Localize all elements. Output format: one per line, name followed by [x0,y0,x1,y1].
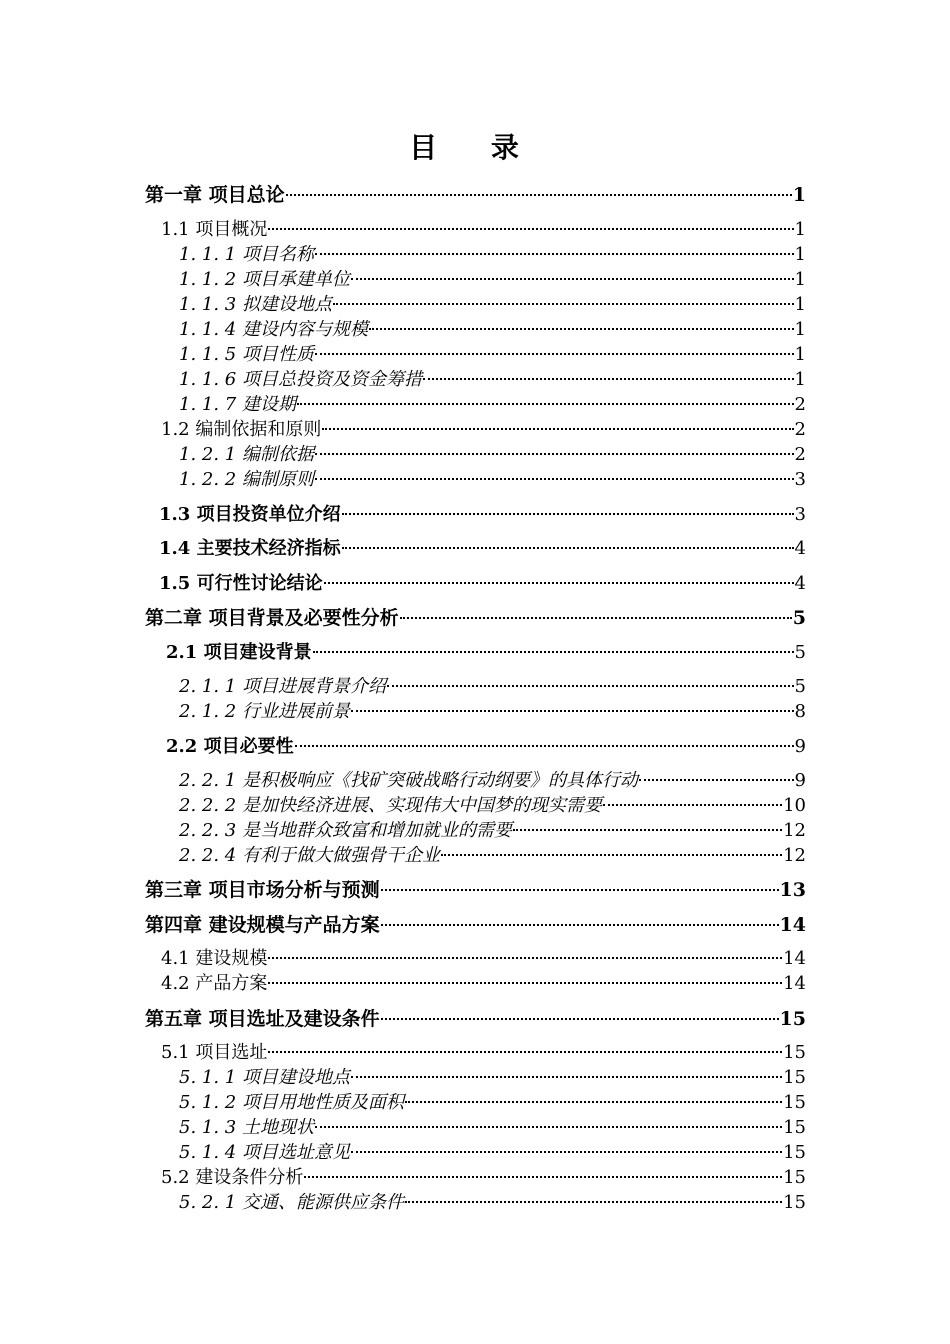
toc-leader-dots [268,228,793,230]
toc-entry[interactable] [179,318,806,342]
toc-entry-title: 4.1 建设规模 [161,948,268,969]
toc-entry[interactable] [145,183,806,207]
toc-entry-page: 14 [779,914,806,936]
toc-entry-title: 2. 2. 2 是加快经济进展、实现伟大中国梦的现实需要 [179,795,602,816]
toc-leader-dots [441,854,782,856]
toc-entry[interactable] [145,878,806,902]
toc-entry-page: 1 [794,244,806,265]
toc-entry-title: 2. 2. 4 有利于做大做强骨干企业 [179,845,440,866]
toc-entry[interactable] [179,1141,806,1165]
toc-entry-page: 15 [783,1142,806,1163]
toc-entry[interactable] [145,606,806,630]
toc-leader-dots [315,1126,782,1128]
toc-entry[interactable] [161,418,806,442]
toc-entry[interactable] [159,572,806,596]
toc-entry-title: 5. 1. 1 项目建设地点 [179,1067,350,1088]
toc-entry-title: 2. 1. 2 行业进展前景 [179,701,350,722]
toc-entry-page: 15 [779,1008,806,1030]
toc-entry-page: 15 [783,1067,806,1088]
toc-entry[interactable] [179,443,806,467]
toc-leader-dots [268,957,782,959]
toc-leader-dots [405,1101,782,1103]
toc-entry[interactable] [161,1166,806,1190]
toc-leader-dots [315,253,794,255]
toc-leader-dots [333,303,794,305]
toc-entry-title: 2. 2. 1 是积极响应《找矿突破战略行动纲要》的具体行动 [179,770,638,791]
toc-entry[interactable] [166,641,806,665]
toc-entry-title: 5. 1. 2 项目用地性质及面积 [179,1092,404,1113]
toc-entry-page: 2 [794,419,806,440]
toc-entry-page: 1 [792,184,806,206]
toc-entry-page: 1 [794,294,806,315]
toc-entry-title: 5. 2. 1 交通、能源供应条件 [179,1192,404,1213]
toc-leader-dots [295,745,794,747]
toc-entry-page: 9 [794,770,806,791]
toc-entry-page: 14 [783,973,806,994]
toc-entry-title: 第一章 项目总论 [145,184,285,206]
toc-leader-dots [400,617,792,619]
toc-entry-title: 2.2 项目必要性 [166,736,294,757]
toc-leader-dots [342,547,794,549]
toc-leader-dots [268,1051,782,1053]
toc-entry[interactable] [145,913,806,937]
toc-entry-title: 5.1 项目选址 [161,1042,268,1063]
toc-entry-page: 1 [794,344,806,365]
toc-entry[interactable] [179,819,806,843]
toc-entry[interactable] [179,1091,806,1115]
toc-entry[interactable] [161,218,806,242]
toc-leader-dots [639,779,794,781]
toc-entry[interactable] [161,972,806,996]
toc-entry[interactable] [161,1041,806,1065]
toc-leader-dots [268,982,782,984]
toc-entry-title: 5. 1. 3 土地现状 [179,1117,314,1138]
toc-entry-page: 8 [794,701,806,722]
toc-entry[interactable] [179,268,806,292]
toc-entry-page: 15 [783,1092,806,1113]
toc-entry-title: 1. 1. 7 建设期 [179,394,296,415]
toc-entry[interactable] [179,794,806,818]
toc-leader-dots [315,453,794,455]
toc-entry-page: 5 [794,676,806,697]
toc-entry-title: 1. 1. 5 项目性质 [179,344,314,365]
toc-leader-dots [369,328,794,330]
toc-entry[interactable] [161,947,806,971]
toc-entry[interactable] [179,1191,806,1215]
toc-entry[interactable] [179,343,806,367]
toc-leader-dots [351,1076,782,1078]
toc-entry-title: 5.2 建设条件分析 [161,1167,304,1188]
toc-entry[interactable] [159,503,806,527]
toc-entry-title: 2.1 项目建设背景 [166,642,312,663]
toc-entry-title: 1. 1. 1 项目名称 [179,244,314,265]
toc-entry-title: 1. 1. 4 建设内容与规模 [179,319,368,340]
toc-entry-page: 3 [794,504,806,525]
toc-entry[interactable] [179,468,806,492]
toc-entry[interactable] [179,368,806,392]
toc-entry-title: 第三章 项目市场分析与预测 [145,879,380,901]
toc-entry-title: 1. 1. 3 拟建设地点 [179,294,332,315]
toc-entry-title: 1. 1. 2 项目承建单位 [179,269,350,290]
toc-entry-page: 15 [783,1117,806,1138]
toc-leader-dots [322,428,793,430]
toc-entry[interactable] [179,1066,806,1090]
toc-entry-page: 1 [794,369,806,390]
toc-leader-dots [286,194,792,196]
toc-entry-page: 14 [783,948,806,969]
toc-leader-dots [297,403,794,405]
toc-entry-page: 4 [794,538,806,559]
toc-leader-dots [405,1201,782,1203]
toc-leader-dots [342,513,794,515]
toc-entry-page: 1 [794,269,806,290]
toc-leader-dots [351,278,794,280]
toc-entry[interactable] [179,769,806,793]
toc-leader-dots [351,710,794,712]
toc-entry-title: 1.4 主要技术经济指标 [159,538,341,559]
toc-entry[interactable] [179,675,806,699]
toc-entry[interactable] [179,293,806,317]
toc-entry-title: 1. 1. 6 项目总投资及资金筹措 [179,369,422,390]
toc-entry-page: 15 [783,1192,806,1213]
toc-entry-title: 第四章 建设规模与产品方案 [145,914,380,936]
toc-entry[interactable] [166,735,806,759]
toc-entry[interactable] [179,243,806,267]
toc-entry-page: 2 [794,394,806,415]
toc-leader-dots [513,829,782,831]
toc-entry-page: 15 [783,1167,806,1188]
toc-entry-page: 2 [794,444,806,465]
toc-entry-page: 5 [792,607,806,629]
toc-entry-page: 3 [794,469,806,490]
toc-entry-page: 15 [783,1042,806,1063]
toc-entry-title: 1.5 可行性讨论结论 [159,573,323,594]
toc-entry-page: 1 [794,219,806,240]
toc-entry-title: 1.1 项目概况 [161,219,268,240]
toc-entry[interactable] [179,700,806,724]
toc-entry[interactable] [179,1116,806,1140]
toc-entry[interactable] [179,393,806,417]
toc-leader-dots [423,378,794,380]
toc-leader-dots [387,685,794,687]
toc-entry-title: 2. 1. 1 项目进展背景介绍 [179,676,386,697]
toc-entry-page: 13 [779,879,806,901]
toc-entry[interactable] [159,537,806,561]
toc-entry[interactable] [145,1007,806,1031]
toc-entry-title: 1. 2. 2 编制原则 [179,469,314,490]
toc-entry-page: 4 [794,573,806,594]
toc-entry-page: 10 [783,795,806,816]
page-title: 目 录 [409,131,541,164]
toc-entry-title: 1.3 项目投资单位介绍 [159,504,341,525]
toc-leader-dots [313,651,794,653]
toc-leader-dots [381,889,779,891]
toc-entry-page: 12 [783,820,806,841]
toc-entry-page: 9 [794,736,806,757]
toc-entry-page: 5 [794,642,806,663]
toc-leader-dots [351,1151,782,1153]
toc-leader-dots [304,1176,782,1178]
toc-leader-dots [381,924,779,926]
toc-entry-title: 第二章 项目背景及必要性分析 [145,607,399,629]
toc-entry-title: 4.2 产品方案 [161,973,268,994]
toc-entry-title: 5. 1. 4 项目选址意见 [179,1142,350,1163]
toc-entry-page: 12 [783,845,806,866]
toc-entry-title: 第五章 项目选址及建设条件 [145,1008,380,1030]
toc-entry-title: 1. 2. 1 编制依据 [179,444,314,465]
toc-leader-dots [603,804,782,806]
toc-entry-title: 2. 2. 3 是当地群众致富和增加就业的需要 [179,820,512,841]
toc-entry[interactable] [179,844,806,868]
toc-leader-dots [315,353,794,355]
toc-entry-page: 1 [794,319,806,340]
toc-leader-dots [315,478,794,480]
toc-leader-dots [324,582,794,584]
toc-entry-title: 1.2 编制依据和原则 [161,419,322,440]
toc-leader-dots [381,1018,779,1020]
